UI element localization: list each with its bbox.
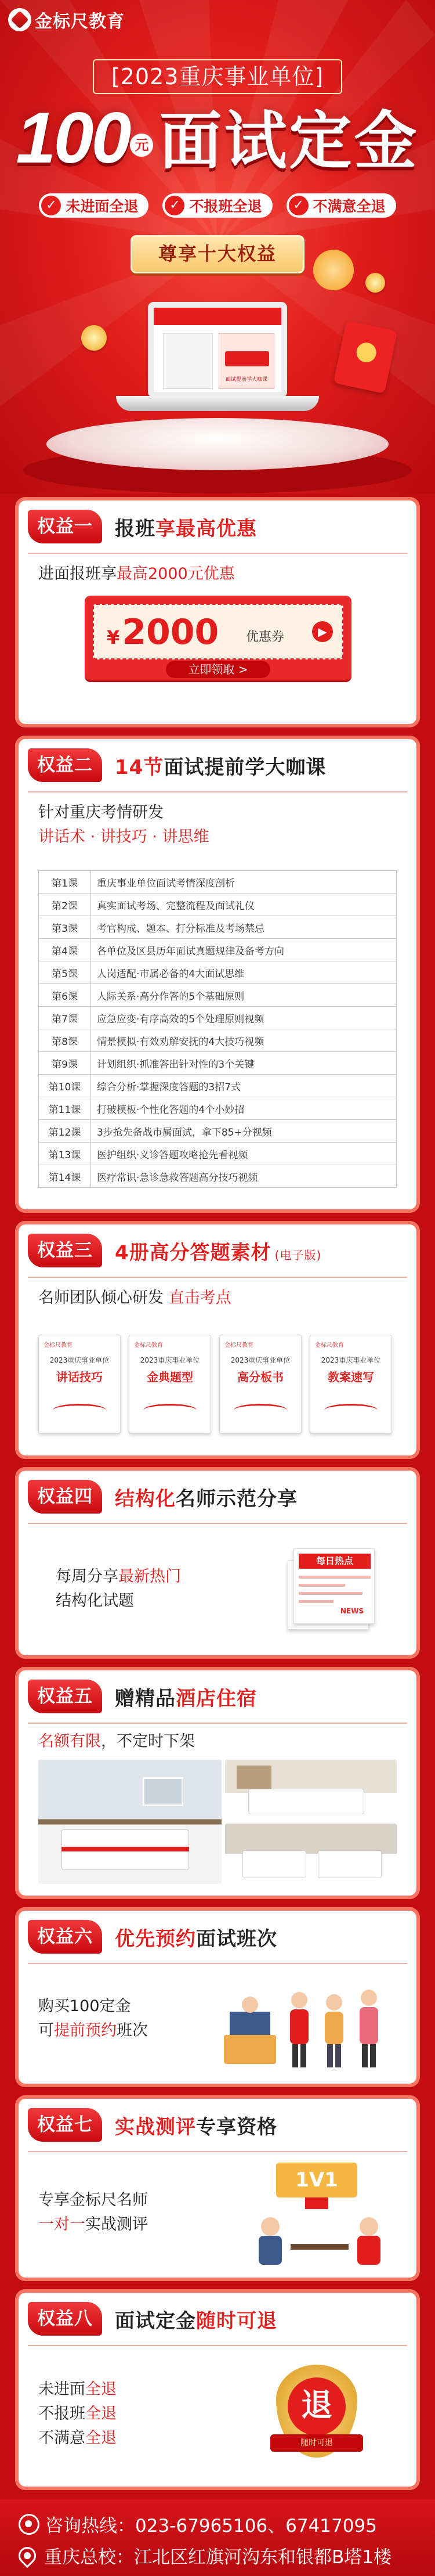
check-icon: ✓ [165, 196, 184, 215]
lesson-number: 第1课 [39, 871, 91, 894]
lesson-number: 第11课 [39, 1097, 91, 1120]
brand-logo-text: 金标尺教育 [35, 12, 125, 32]
promise-label: 不报班全退 [189, 198, 262, 215]
perk-badge: 权益二 [28, 748, 102, 782]
book-publisher: 金标尺教育 [315, 1342, 344, 1349]
book-title: 金典题型 [147, 1370, 193, 1384]
vs-label: 1V1 [295, 2168, 338, 2192]
perk-header [28, 748, 326, 782]
perk-badge: 权益八 [28, 2302, 102, 2336]
hotel-room-photo [38, 1760, 222, 1884]
hero-title-text: 面试定金 [159, 105, 419, 178]
lesson-number: 第13课 [39, 1143, 91, 1165]
perk-desc: 每周分享最新热门 [56, 1568, 181, 1586]
course-row [39, 1120, 397, 1143]
perk-desc: 名师团队倾心研发 直击考点 [38, 1289, 231, 1307]
book-subtitle: 2023重庆事业单位 [140, 1356, 200, 1364]
promise-badge [39, 193, 148, 218]
perk-title: 14节面试提前学大咖课 [115, 755, 327, 779]
perk-header [28, 510, 257, 543]
perk-header [28, 1680, 257, 1713]
divider [28, 1523, 407, 1524]
refund-shield-icon: 退 随时可退 [270, 2365, 363, 2463]
lesson-topic: 情景模拟·有效劝解安抚的4大技巧视频 [91, 1029, 397, 1052]
refund-item: 不报班全退 [38, 2405, 117, 2423]
perk-title: 4册高分答题素材 (电子版) [115, 1241, 322, 1264]
perk-header [28, 1234, 321, 1267]
perk-title: 实战测评专享资格 [115, 2115, 277, 2139]
book-subtitle: 2023重庆事业单位 [230, 1356, 291, 1364]
lesson-number: 第3课 [39, 916, 91, 939]
perk-header [28, 1920, 277, 1954]
lesson-topic: 医疗常识·急诊急救答题高分技巧视频 [91, 1165, 397, 1188]
book-cover [219, 1335, 302, 1433]
course-row [39, 1052, 397, 1075]
book-publisher: 金标尺教育 [134, 1342, 163, 1349]
course-row [39, 916, 397, 939]
lesson-number: 第7课 [39, 1007, 91, 1029]
coupon-card[interactable] [85, 596, 351, 680]
perk-desc: 购买100定金 [38, 1997, 131, 2015]
coupon-unit: 优惠券 [246, 630, 285, 644]
lesson-topic: 考官构成、题本、打分标准及考场禁忌 [91, 916, 397, 939]
promise-badge [287, 193, 396, 218]
perk-badge: 权益三 [28, 1234, 102, 1267]
book-subtitle: 2023重庆事业单位 [321, 1356, 381, 1364]
book-cover [38, 1335, 121, 1433]
course-row [39, 871, 397, 894]
course-row [39, 1075, 397, 1097]
divider [28, 2345, 407, 2346]
lesson-topic: 重庆事业单位面试考情深度剖析 [91, 871, 397, 894]
book-cover [129, 1335, 211, 1433]
lesson-number: 第9课 [39, 1052, 91, 1075]
divider [28, 2151, 407, 2152]
perk-card-6 [15, 1907, 420, 2087]
address-label: 重庆总校： [44, 2547, 134, 2568]
perk-title: 赠精品酒店住宿 [115, 1687, 257, 1710]
perk-desc: 可提前预约班次 [38, 2022, 148, 2040]
book-publisher: 金标尺教育 [224, 1342, 253, 1349]
perk-badge: 权益一 [28, 510, 102, 543]
laptop-screen [148, 302, 287, 398]
gift-icon [313, 250, 354, 290]
lesson-topic: 计划组织·抓准答出针对性的3个关键 [91, 1052, 397, 1075]
address-text: 江北区红旗河沟东和银都B塔1楼 [134, 2547, 392, 2568]
laptop-base [116, 396, 319, 411]
lesson-number: 第4课 [39, 939, 91, 961]
divider [28, 791, 407, 792]
perk-title: 结构化名师示范分享 [115, 1487, 298, 1511]
phone-icon [19, 2514, 39, 2535]
perk-card-2 [15, 736, 420, 1213]
course-row [39, 894, 397, 916]
perk-desc: 结构化试题 [56, 1592, 134, 1610]
laptop-caption: 面试提前学大咖课 [225, 377, 267, 383]
lesson-number: 第8课 [39, 1029, 91, 1052]
hero-banner [0, 0, 435, 493]
perk-desc: 针对重庆考情研发 [38, 804, 164, 822]
perk-header [28, 1480, 298, 1514]
location-pin-icon [15, 2543, 39, 2567]
perk-card-7 [15, 2095, 420, 2281]
perk-badge: 权益五 [28, 1680, 102, 1713]
book-title: 讲话技巧 [56, 1370, 103, 1384]
perk-title: 优先预约面试班次 [115, 1927, 277, 1951]
perk-desc-highlight: 讲话术 · 讲技巧 · 讲思维 [38, 828, 209, 846]
coin-icon [365, 273, 385, 293]
course-row [39, 1165, 397, 1188]
promise-label: 不满意全退 [313, 198, 386, 215]
lesson-topic: 各单位及区县历年面试真题规律及备考方向 [91, 939, 397, 961]
brand-logo[interactable] [8, 7, 125, 33]
book-subtitle: 2023重庆事业单位 [49, 1356, 110, 1364]
lesson-topic: 人际关系·高分作答的5个基础原则 [91, 984, 397, 1007]
perk-badge: 权益六 [28, 1920, 102, 1954]
coupon-amount: ¥2000 [107, 612, 219, 653]
promise-label: 未进面全退 [66, 198, 139, 215]
course-row [39, 1007, 397, 1029]
perk-header [28, 2108, 277, 2142]
divider [28, 553, 407, 554]
newspaper-heading: 每日热点 [299, 1554, 371, 1569]
lesson-number: 第2课 [39, 894, 91, 916]
newspaper-tag: NEWS [340, 1607, 364, 1615]
course-row [39, 1097, 397, 1120]
promise-row [0, 193, 435, 218]
course-row [39, 939, 397, 961]
divider [28, 1723, 407, 1724]
hero-title-number: 100 [16, 98, 129, 178]
refund-item: 不满意全退 [38, 2429, 117, 2447]
perk-badge: 权益四 [28, 1480, 102, 1514]
hotline-label: 咨询热线： [45, 2516, 135, 2537]
perk-desc: 名额有限，不定时下架 [38, 1732, 195, 1750]
lesson-number: 第14课 [39, 1165, 91, 1188]
lesson-topic: 人岗适配·市属必备的4大面试思维 [91, 961, 397, 984]
lesson-topic: 真实面试考场、完整流程及面试礼仪 [91, 894, 397, 916]
perk-title: 面试定金随时可退 [115, 2309, 277, 2333]
queue-illustration [224, 1977, 398, 2076]
hotline-row[interactable] [19, 2511, 377, 2537]
lesson-number: 第12课 [39, 1120, 91, 1143]
hero-title [0, 98, 435, 178]
check-icon: ✓ [41, 196, 61, 215]
book-title: 教案速写 [328, 1370, 374, 1384]
lesson-topic: 打破模板·个性化答题的4个小妙招 [91, 1097, 397, 1120]
course-row [39, 1029, 397, 1052]
newspaper-illustration [288, 1548, 375, 1635]
lesson-number: 第10课 [39, 1075, 91, 1097]
course-row [39, 961, 397, 984]
hotel-room-photo [225, 1760, 397, 1820]
course-row [39, 1143, 397, 1165]
laptop-illustration [116, 302, 319, 435]
divider [28, 1277, 407, 1278]
hero-title-yuan: 元 [130, 134, 153, 157]
perk-card-1 [15, 497, 420, 727]
perk-card-3 [15, 1221, 420, 1459]
hero-tagline: [2023重庆事业单位] [93, 59, 342, 94]
lesson-number: 第6课 [39, 984, 91, 1007]
hotel-room-photo [225, 1824, 397, 1884]
lesson-topic: 3步抢先备战市属面试，拿下85+分视频 [91, 1120, 397, 1143]
lesson-topic: 应急应变·有序高效的5个处理原则视频 [91, 1007, 397, 1029]
hotline-number[interactable]: 023-67965106、67417095 [135, 2516, 377, 2537]
perk-header [28, 2302, 277, 2336]
lesson-topic: 医护组织·义诊答题攻略抢先看视频 [91, 1143, 397, 1165]
divider [28, 1963, 407, 1964]
perk-title: 报班享最高优惠 [115, 517, 257, 541]
perk-card-5 [15, 1667, 420, 1899]
claim-coupon-button[interactable]: 立即领取 > [166, 661, 270, 678]
perk-card-4 [15, 1467, 420, 1659]
course-row [39, 984, 397, 1007]
address-row [19, 2542, 392, 2568]
promise-badge [162, 193, 272, 218]
footer [0, 2499, 435, 2576]
refund-item: 未进面全退 [38, 2380, 117, 2398]
book-publisher: 金标尺教育 [44, 1342, 72, 1349]
book-title: 高分板书 [237, 1370, 284, 1384]
perk-desc: 进面报班享最高2000元优惠 [38, 565, 235, 583]
check-icon: ✓ [289, 196, 309, 215]
perk-card-8 [15, 2289, 420, 2490]
lesson-topic: 综合分析·掌握深度答题的3招7式 [91, 1075, 397, 1097]
brand-logo-icon [8, 8, 31, 31]
perk-desc: 专享金标尺名师 [38, 2191, 148, 2209]
play-arrow-icon: ▶ [312, 621, 333, 642]
coin-icon [81, 325, 107, 351]
perk-badge: 权益七 [28, 2108, 102, 2142]
lesson-number: 第5课 [39, 961, 91, 984]
book-cover [310, 1335, 392, 1433]
perks-banner: 尊享十大权益 [130, 235, 304, 273]
perk-desc: 一对一实战测评 [38, 2215, 148, 2233]
course-table [38, 870, 397, 1188]
